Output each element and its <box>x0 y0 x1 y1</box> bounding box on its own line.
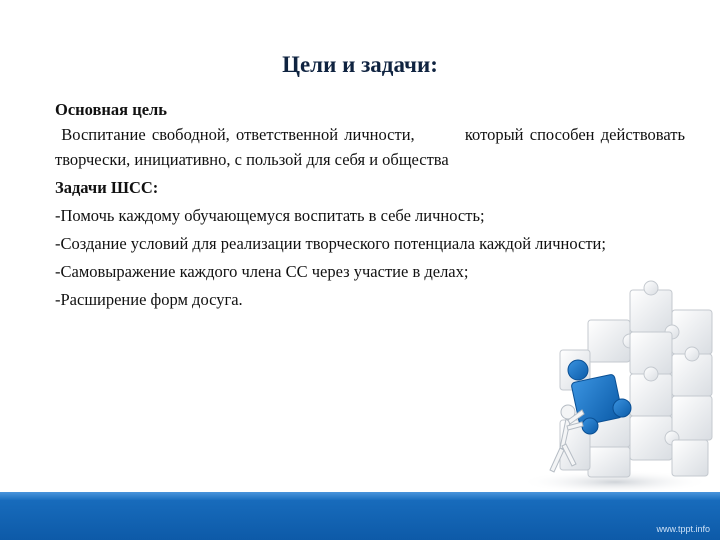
footer-site-label: www.tppt.info <box>656 524 710 534</box>
puzzle-wall-figure-icon <box>490 270 720 500</box>
task-item: -Расширение форм досуга. <box>55 290 243 309</box>
main-goal-heading: Основная цель <box>55 100 168 119</box>
tasks-heading: Задачи ШСС: <box>55 178 159 197</box>
slide-title: Цели и задачи: <box>282 52 438 77</box>
footer-band <box>0 492 720 540</box>
task-item: -Самовыражение каждого члена СС через участие в делах; <box>55 262 469 281</box>
task-item: -Помочь каждому обучающемуся воспитать в себе личность; <box>55 206 485 225</box>
task-item: -Создание условий для реализации творческого потенциала каждой личности; <box>55 234 606 253</box>
main-goal-text: Воспитание свободной, ответственной личности, который способен действовать творчески, инициативно, с пользой для себя и общества <box>55 125 690 169</box>
